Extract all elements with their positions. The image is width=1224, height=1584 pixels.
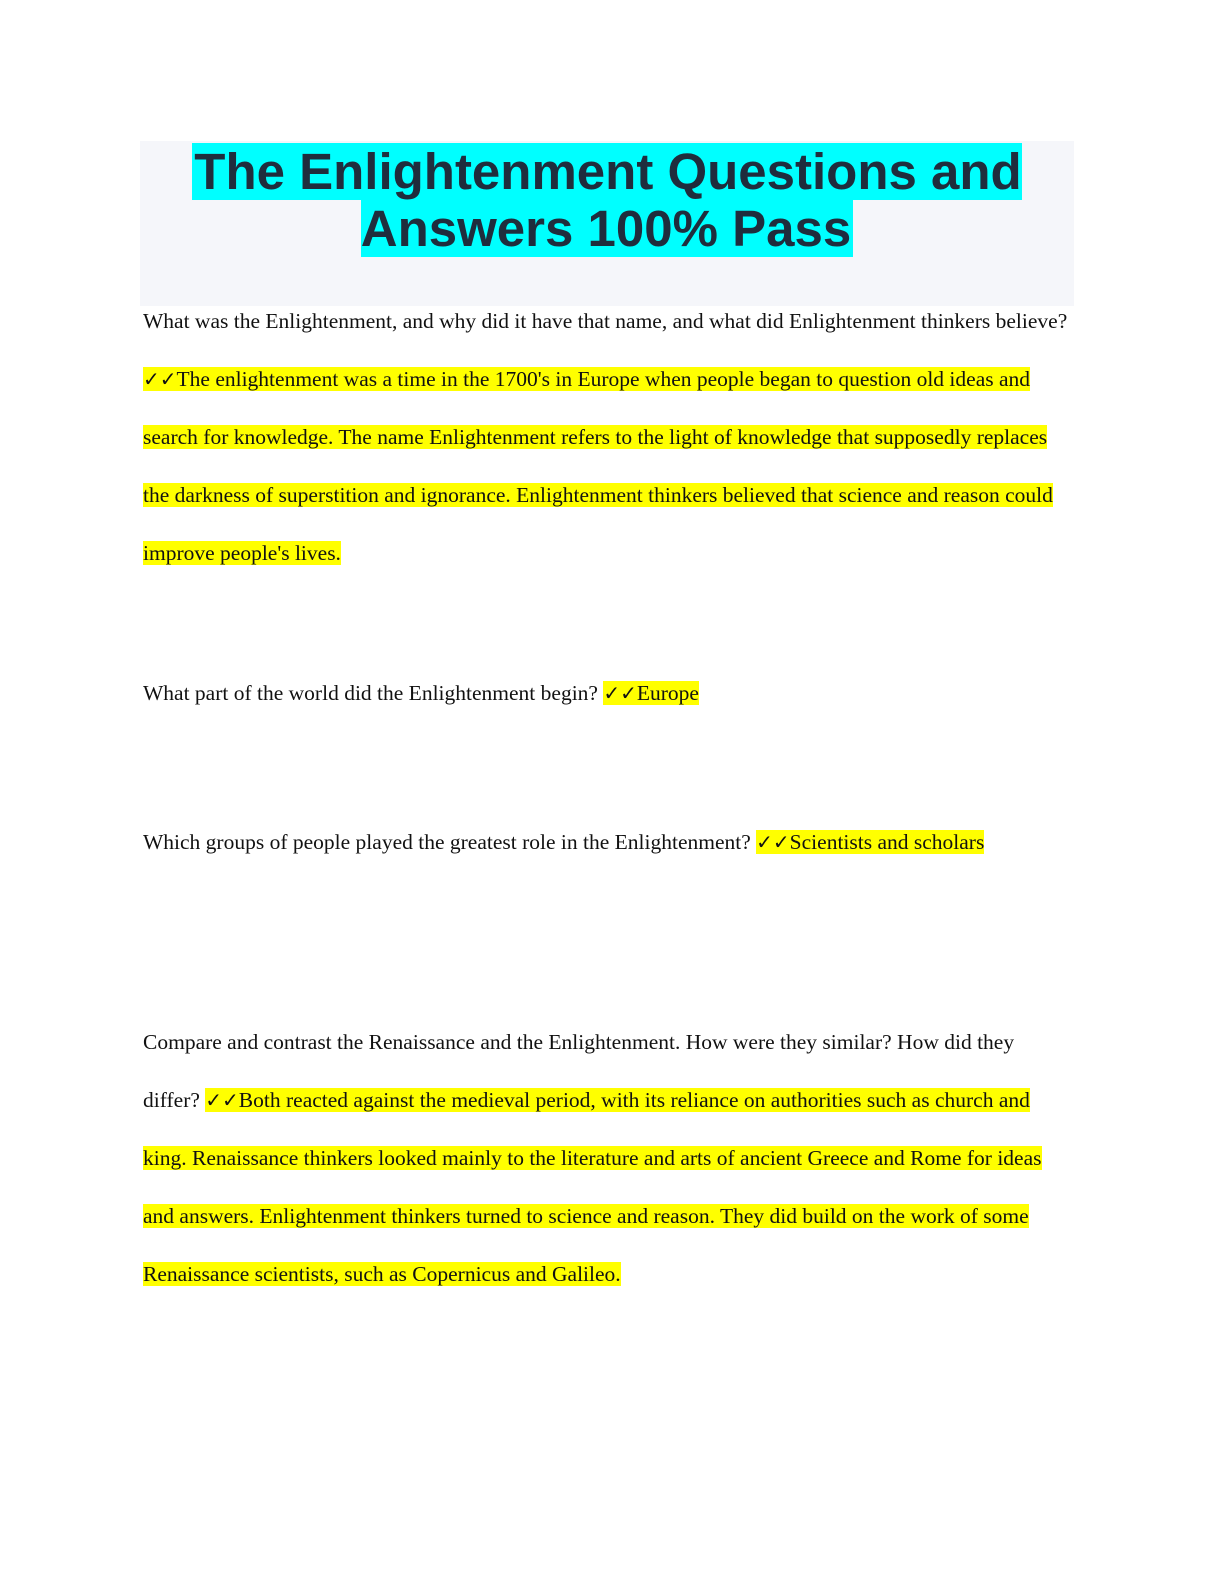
question-text: What was the Enlightenment, and why did it have that name, and what did Enlightenment thinkers believe? bbox=[143, 309, 1068, 333]
answer-highlight bbox=[603, 681, 699, 705]
answer-text: Scientists and scholars bbox=[789, 830, 985, 854]
answer-highlight bbox=[143, 1088, 1042, 1286]
qa-item-4 bbox=[143, 1013, 1073, 1303]
qa-item-1 bbox=[143, 292, 1073, 582]
double-check-icon: ✓✓ bbox=[205, 1088, 239, 1112]
question-text: Compare and contrast the Renaissance and the Enlightenment. How were they similar? How did they differ? bbox=[143, 1030, 1015, 1112]
title-highlight: The Enlightenment Questions and Answers 100% Pass bbox=[194, 143, 1022, 257]
double-check-icon: ✓✓ bbox=[756, 830, 790, 854]
answer-highlight bbox=[143, 367, 1053, 565]
answer-text: The enlightenment was a time in the 1700's in Europe when people began to question old ideas and search for knowledge. The name Enlightenment refers to the light of knowledge that supposedly replaces the darkness of superstition and ignorance. Enlightenment thinkers believed that science and reason could improve people's lives. bbox=[143, 367, 1053, 565]
answer-text: Both reacted against the medieval period, with its reliance on authorities such as church and king. Renaissance thinkers looked mainly to the literature and arts of ancient Greece and Rome for ideas and answers. Enlightenment thinkers turned to science and reason. They did build on the work of some Renaissance scientists, such as Copernicus and Galileo. bbox=[143, 1088, 1042, 1286]
title-block bbox=[140, 141, 1074, 306]
question-text: Which groups of people played the greatest role in the Enlightenment? bbox=[143, 830, 751, 854]
answer-text: Europe bbox=[636, 681, 699, 705]
qa-item-2 bbox=[143, 664, 1073, 722]
double-check-icon: ✓✓ bbox=[143, 367, 177, 391]
double-check-icon: ✓✓ bbox=[603, 681, 637, 705]
document-title bbox=[140, 143, 1074, 257]
question-text: What part of the world did the Enlightenment begin? bbox=[143, 681, 598, 705]
answer-highlight bbox=[756, 830, 984, 854]
qa-item-3 bbox=[143, 813, 1073, 871]
